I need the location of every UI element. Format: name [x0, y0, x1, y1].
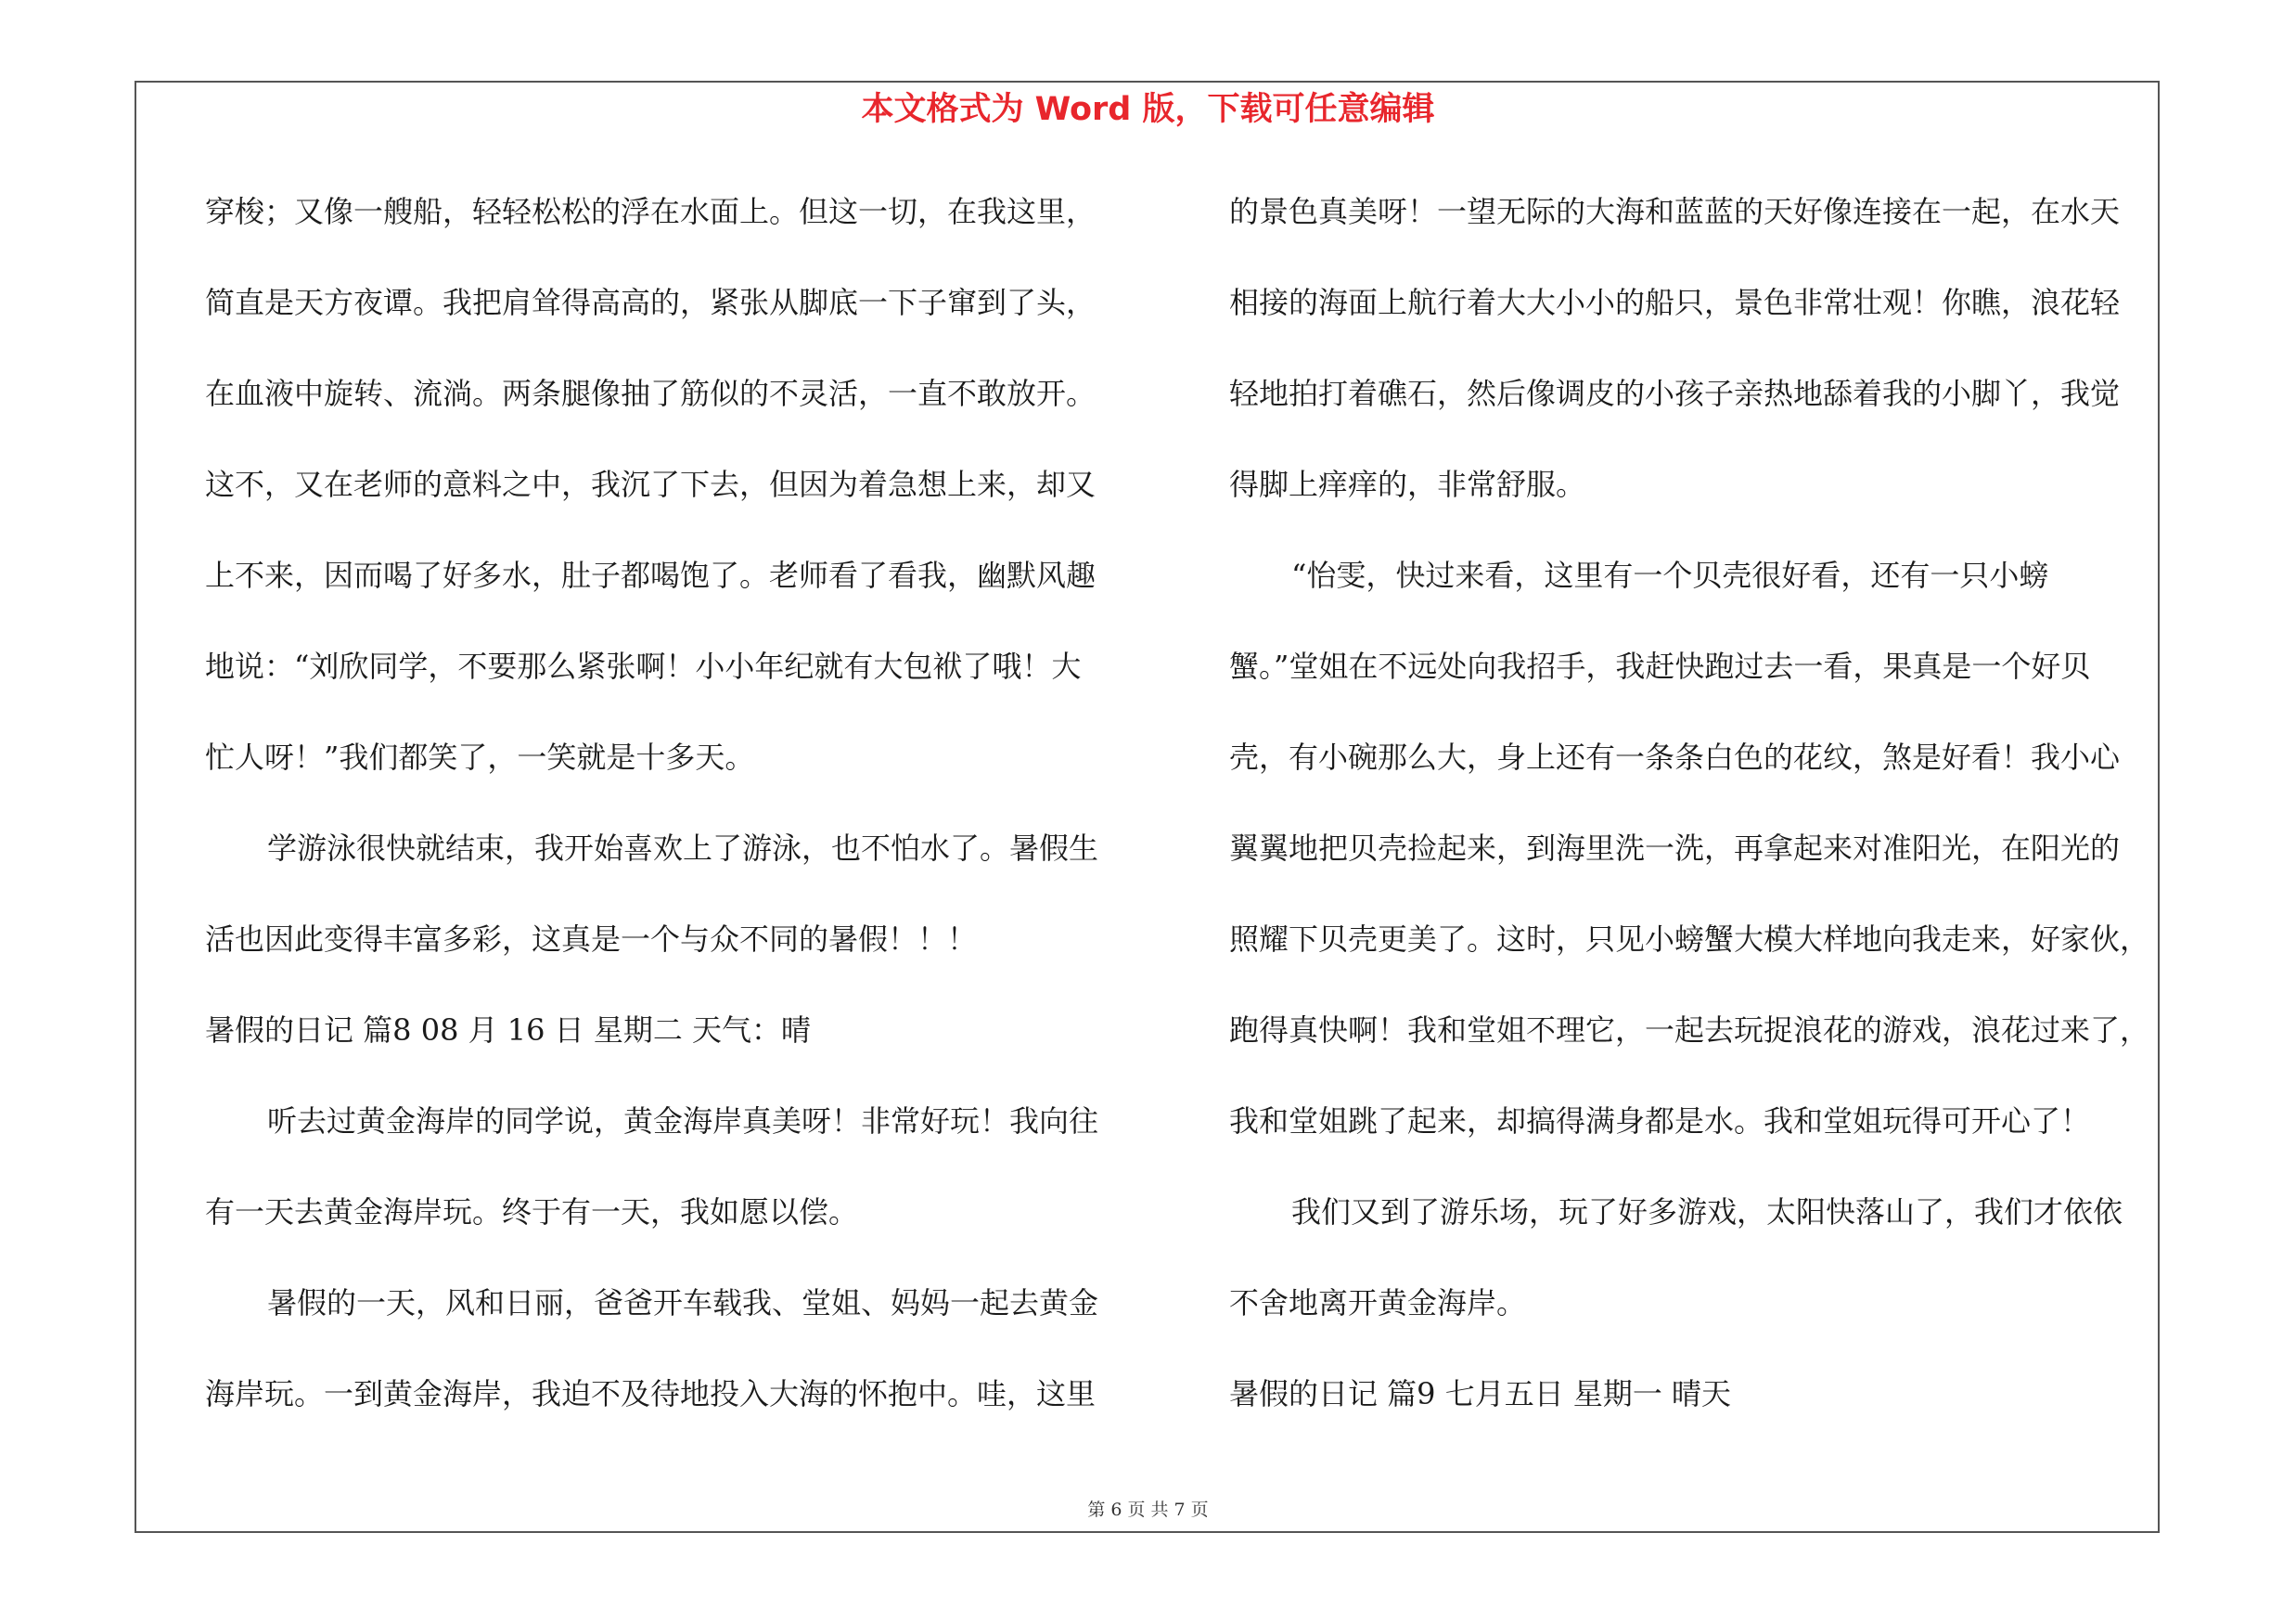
- text-line: 我们又到了游乐场，玩了好多游戏，太阳快落山了，我们才依依: [1291, 1194, 2123, 1230]
- text-line: 我和堂姐跳了起来，却搞得满身都是水。我和堂姐玩得可开心了！: [1229, 1103, 2091, 1139]
- text-line: 简直是天方夜谭。我把肩耸得高高的，紧张从脚底一下子窜到了头，: [205, 285, 1097, 320]
- text-line: 暑假的一天，风和日丽，爸爸开车载我、堂姐、妈妈一起去黄金: [267, 1285, 1099, 1320]
- text-line: 有一天去黄金海岸玩。终于有一天，我如愿以偿。: [205, 1194, 859, 1230]
- text-line: 这不，又在老师的意料之中，我沉了下去，但因为着急想上来，却又: [205, 467, 1097, 502]
- text-line: 暑假的日记 篇9 七月五日 星期一 晴天: [1229, 1376, 1732, 1411]
- text-line: 暑假的日记 篇8 08 月 16 日 星期二 天气：晴: [205, 1012, 812, 1048]
- format-banner: 本文格式为 Word 版，下载可任意编辑: [861, 91, 1435, 128]
- text-line: 跑得真快啊！我和堂姐不理它，一起去玩捉浪花的游戏，浪花过来了，: [1229, 1012, 2150, 1048]
- text-line: 上不来，因而喝了好多水，肚子都喝饱了。老师看了看我，幽默风趣: [205, 558, 1097, 593]
- text-line: 蟹。”堂姐在不远处向我招手，我赶快跑过去一看，果真是一个好贝: [1229, 649, 2091, 684]
- page-number: 第 6 页 共 7 页: [1087, 1500, 1209, 1520]
- text-line: 相接的海面上航行着大大小小的船只，景色非常壮观！你瞧，浪花轻: [1229, 285, 2121, 320]
- text-line: 得脚上痒痒的，非常舒服。: [1229, 467, 1586, 502]
- text-line: “怡雯，快过来看，这里有一个贝壳很好看，还有一只小螃: [1291, 558, 2049, 593]
- text-line: 的景色真美呀！一望无际的大海和蓝蓝的天好像连接在一起，在水天: [1229, 194, 2121, 229]
- text-line: 轻地拍打着礁石，然后像调皮的小孩子亲热地舔着我的小脚丫，我觉: [1229, 376, 2121, 411]
- left-column: [205, 185, 1133, 1458]
- text-line: 海岸玩。一到黄金海岸，我迫不及待地投入大海的怀抱中。哇，这里: [205, 1376, 1097, 1411]
- text-line: 听去过黄金海岸的同学说，黄金海岸真美呀！非常好玩！我向往: [267, 1103, 1099, 1139]
- text-line: 在血液中旋转、流淌。两条腿像抽了筋似的不灵活，一直不敢放开。: [205, 376, 1097, 411]
- right-column: [1229, 185, 2161, 1458]
- text-line: 学游泳很快就结束，我开始喜欢上了游泳，也不怕水了。暑假生: [267, 831, 1099, 866]
- text-line: 不舍地离开黄金海岸。: [1229, 1285, 1527, 1320]
- text-line: 忙人呀！”我们都笑了，一笑就是十多天。: [205, 740, 755, 775]
- text-line: 照耀下贝壳更美了。这时，只见小螃蟹大模大样地向我走来，好家伙，: [1229, 921, 2150, 957]
- text-line: 地说：“刘欣同学，不要那么紧张啊！小小年纪就有大包袱了哦！大: [205, 649, 1082, 684]
- text-line: 穿梭；又像一艘船，轻轻松松的浮在水面上。但这一切，在我这里，: [205, 194, 1097, 229]
- text-line: 翼翼地把贝壳捡起来，到海里洗一洗，再拿起来对准阳光，在阳光的: [1229, 831, 2121, 866]
- text-line: 壳，有小碗那么大，身上还有一条条白色的花纹，煞是好看！我小心: [1229, 740, 2121, 775]
- text-line: 活也因此变得丰富多彩，这真是一个与众不同的暑假！！！: [205, 921, 978, 957]
